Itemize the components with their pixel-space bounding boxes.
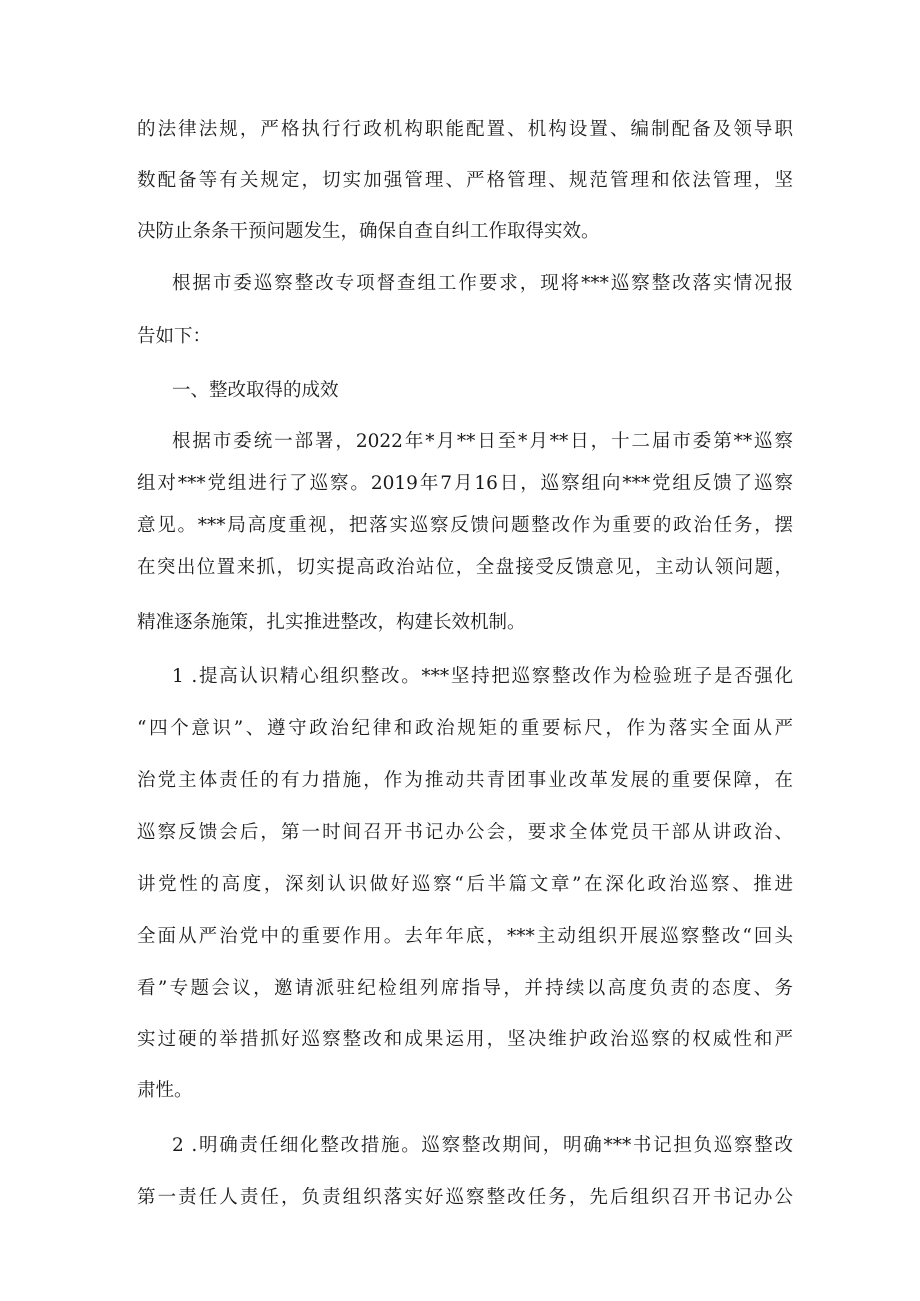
paragraph-line: 在突出位置来抓，切实提高政治站位，全盘接受反馈意见，主动认领问题， bbox=[137, 557, 793, 578]
paragraph-line: 巡察反馈会后，第一时间召开书记办公会，要求全体党员干部从讲政治、 bbox=[137, 822, 793, 843]
paragraph-line: 告如下： bbox=[137, 326, 212, 347]
paragraph-line: 意见。***局高度重视，把落实巡察反馈问题整改作为重要的政治任务，摆 bbox=[137, 515, 793, 536]
paragraph-line: “四个意识”、遵守政治纪律和政治规矩的重要标尺，作为落实全面从严 bbox=[137, 718, 793, 739]
paragraph-line: 看”专题会议，邀请派驻纪检组列席指导，并持续以高度负责的态度、务 bbox=[137, 978, 793, 999]
section-heading: 一、整改取得的成效 bbox=[172, 380, 339, 401]
paragraph-line: 治党主体责任的有力措施，作为推动共青团事业改革发展的重要保障，在 bbox=[137, 770, 793, 791]
paragraph-line: 根据市委统一部署，2022年*月**日至*月**日，十二届市委第**巡察 bbox=[172, 431, 793, 452]
paragraph-line: 实过硬的举措抓好巡察整改和成果运用，坚决维护政治巡察的权威性和严 bbox=[137, 1029, 793, 1050]
paragraph-line: 全面从严治党中的重要作用。去年年底，***主动组织开展巡察整改“回头 bbox=[137, 926, 793, 947]
paragraph-line: 1 .提高认识精心组织整改。***坚持把巡察整改作为检验班子是否强化 bbox=[172, 666, 793, 687]
paragraph-line: 根据市委巡察整改专项督查组工作要求，现将***巡察整改落实情况报 bbox=[172, 273, 793, 294]
paragraph-line: 组对***党组进行了巡察。2019年7月16日，巡察组向***党组反馈了巡察 bbox=[137, 473, 793, 494]
paragraph-line: 第一责任人责任，负责组织落实好巡察整改任务，先后组织召开书记办公 bbox=[137, 1187, 793, 1208]
paragraph-line: 2 .明确责任细化整改措施。巡察整改期间，明确***书记担负巡察整改 bbox=[172, 1135, 793, 1156]
paragraph-line: 肃性。 bbox=[137, 1080, 193, 1101]
paragraph-line: 数配备等有关规定，切实加强管理、严格管理、规范管理和依法管理，坚 bbox=[137, 170, 793, 191]
paragraph-line: 精准逐条施策，扎实推进整改，构建长效机制。 bbox=[137, 612, 526, 633]
paragraph-line: 讲党性的高度，深刻认识做好巡察“后半篇文章”在深化政治巡察、推进 bbox=[137, 874, 793, 895]
paragraph-line: 的法律法规，严格执行行政机构职能配置、机构设置、编制配备及领导职 bbox=[137, 119, 793, 140]
paragraph-line: 决防止条条干预问题发生，确保自查自纠工作取得实效。 bbox=[137, 221, 600, 242]
